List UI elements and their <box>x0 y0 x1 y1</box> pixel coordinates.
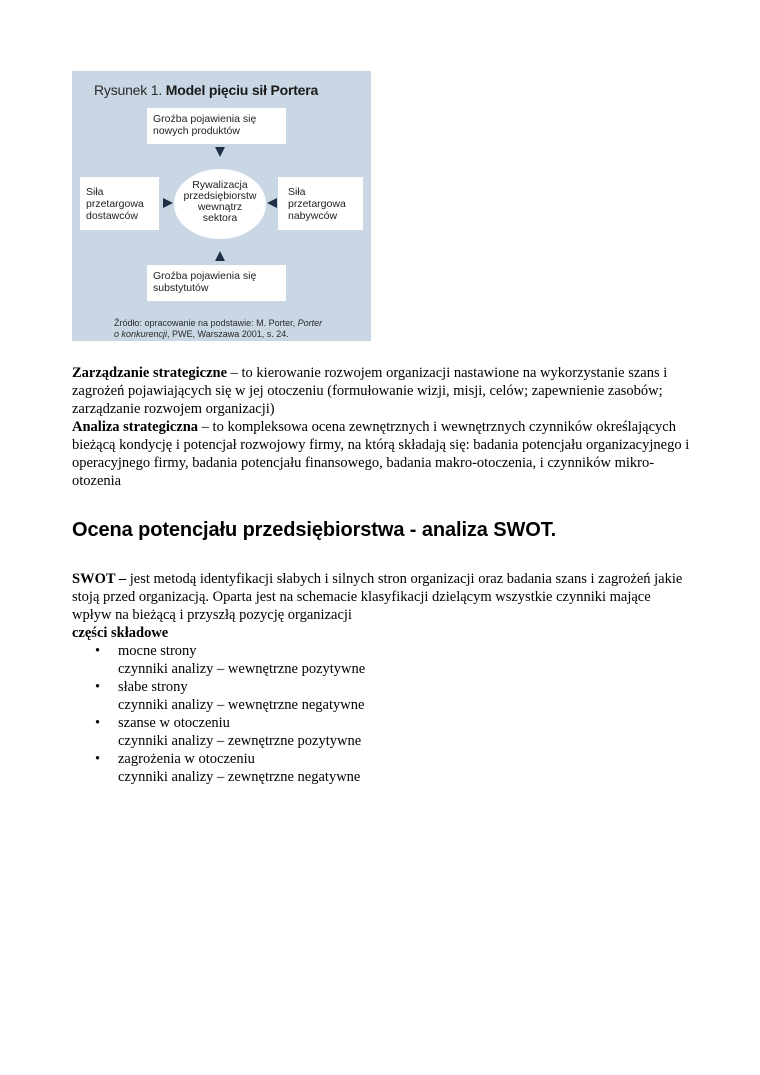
arrow-down-icon <box>215 147 225 157</box>
term-strategic-analysis: Analiza strategiczna <box>72 419 199 435</box>
substitutes-box: Groźba pojawienia się substytutów <box>147 265 286 301</box>
bullet-icon: • <box>95 679 101 695</box>
section-heading: Ocena potencjału przedsiębiorstwa - analiza SWOT. <box>72 519 557 541</box>
arrow-left-icon <box>267 198 277 208</box>
components-label: części składowe <box>72 625 169 641</box>
bullet-icon: • <box>95 643 101 659</box>
new-entrants-box: Groźba pojawienia się nowych produktów <box>147 108 286 144</box>
list-item: • szanse w otoczeniu czynniki analizy – zewnętrzne pozytywne <box>95 715 362 749</box>
porter-five-forces-figure <box>72 71 371 341</box>
arrow-right-icon <box>163 198 173 208</box>
term-strategic-management: Zarządzanie strategiczne <box>72 365 228 381</box>
rivalry-circle: Rywalizacja przedsiębiorstw wewnątrz sektora <box>174 169 266 239</box>
list-item: • mocne strony czynniki analizy – wewnętrzne pozytywne <box>95 643 366 677</box>
figure-source: Źródło: opracowanie na podstawie: M. Porter, Porter o konkurencji, PWE, Warszawa 2001, s. 24. <box>114 318 323 339</box>
swot-components-list <box>72 642 672 786</box>
strategic-definitions: Zarządzanie strategiczne – to kierowanie rozwojem organizacji nastawione na wykorzystanie szans i zagrożeń pojawiających się w jej otoczeniu (formułowanie wizji, misji, celów; zapewnienie zasobów; zarządzanie rozwojem organizacji) Analiza strategiczna – to kompleksowa ocena zewnętrznych i wewnętrznych czynników określających bieżącą kondycję i potencjał rozwojowy firmy, na którą składają się: badania potencjału organizacyjnego i operacyjnego firmy, badania potencjału finansowego, badania makro-otoczenia, i czynników mikro-otozenia <box>72 365 690 489</box>
list-item: • słabe strony czynniki analizy – wewnętrzne negatywne <box>95 679 365 713</box>
bullet-icon: • <box>95 715 101 731</box>
bullet-icon: • <box>95 751 101 767</box>
arrow-up-icon <box>215 251 225 261</box>
suppliers-box: Siła przetargowa dostawców <box>80 177 159 230</box>
list-item: • zagrożenia w otoczeniu czynniki analizy – zewnętrzne negatywne <box>95 751 361 785</box>
buyers-box: Siła przetargowa nabywców <box>278 177 363 230</box>
swot-definition: SWOT – jest metodą identyfikacji słabych i silnych stron organizacji oraz badania szans i zagrożeń jakie stoją przed organizacją. Oparta jest na schemacie klasyfikacji dzielącym wszystkie czynniki mające wpływ na bieżącą i przyszłą pozycję organizacji części składowe <box>72 571 683 641</box>
term-swot: SWOT – <box>72 571 127 587</box>
figure-title: Rysunek 1. Model pięciu sił Portera <box>94 82 319 98</box>
